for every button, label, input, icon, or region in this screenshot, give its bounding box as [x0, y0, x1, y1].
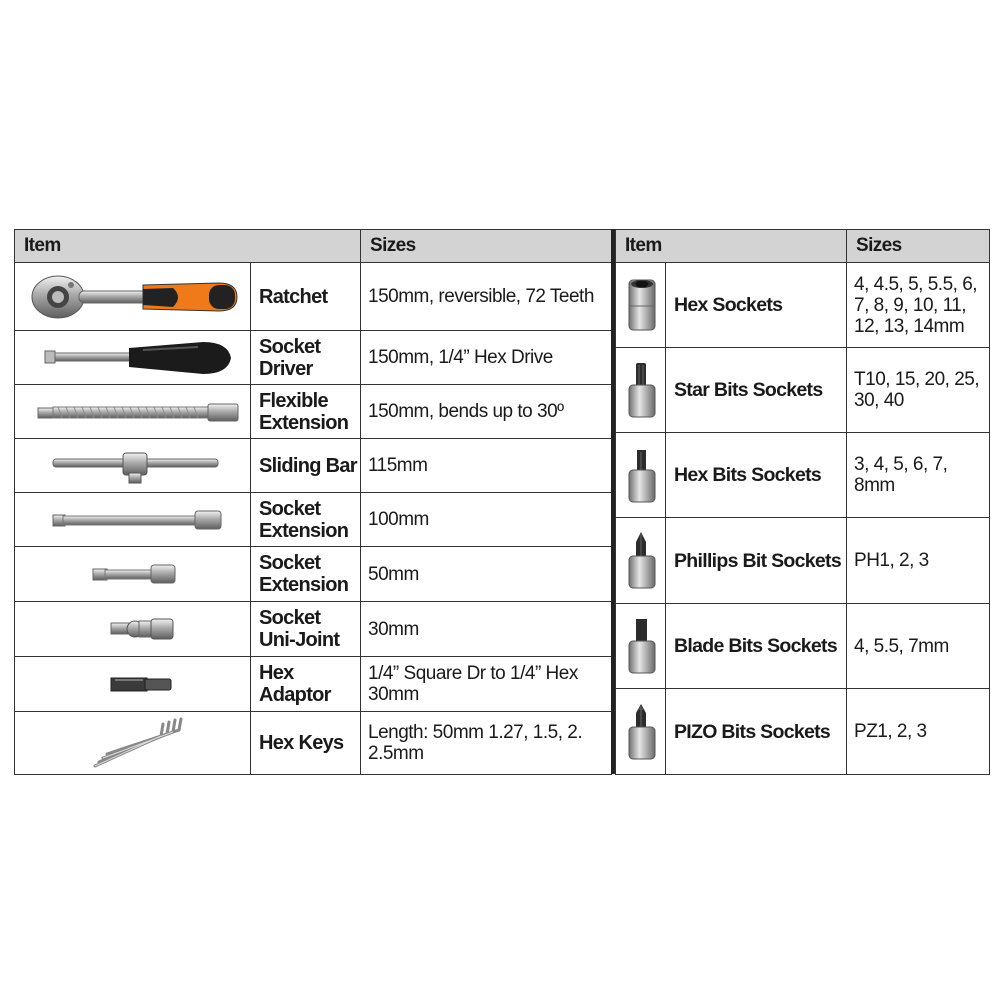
item-name: Hex Keys — [251, 712, 361, 775]
table-row — [616, 518, 990, 604]
table-row — [616, 263, 990, 348]
item-name: Hex Sockets — [666, 263, 847, 348]
item-name: Socket Driver — [251, 331, 361, 385]
pozi-bit-socket-icon — [616, 689, 666, 775]
table-row — [616, 689, 990, 775]
item-name: Hex Bits Sockets — [666, 433, 847, 518]
item-name: Ratchet — [251, 263, 361, 331]
item-sizes: 150mm, 1/4” Hex Drive — [361, 331, 612, 385]
item-sizes: 50mm — [361, 547, 612, 602]
right-item-header: Item — [616, 230, 847, 263]
table-row — [15, 547, 612, 602]
sliding-bar-icon — [15, 439, 251, 493]
item-name: Socket Extension — [251, 493, 361, 547]
item-name: Socket Extension — [251, 547, 361, 602]
right-header-row — [616, 230, 990, 263]
item-name: Blade Bits Sockets — [666, 604, 847, 689]
item-name: PIZO Bits Sockets — [666, 689, 847, 775]
uni-joint-icon — [15, 602, 251, 657]
item-sizes: T10, 15, 20, 25, 30, 40 — [847, 348, 990, 433]
left-header-row — [15, 230, 612, 263]
item-sizes: 4, 4.5, 5, 5.5, 6, 7, 8, 9, 10, 11, 12, 13, 14mm — [847, 263, 990, 348]
left-item-header: Item — [15, 230, 361, 263]
table-row — [15, 331, 612, 385]
item-sizes: PZ1, 2, 3 — [847, 689, 990, 775]
socket-driver-icon — [15, 331, 251, 385]
item-name: Flexible Extension — [251, 385, 361, 439]
item-sizes: 1/4” Square Dr to 1/4” Hex 30mm — [361, 657, 612, 712]
hex-socket-icon — [616, 263, 666, 348]
hex-bit-socket-icon — [616, 433, 666, 518]
item-sizes: 100mm — [361, 493, 612, 547]
table-row — [15, 493, 612, 547]
table-row — [15, 263, 612, 331]
item-sizes: 150mm, reversible, 72 Teeth — [361, 263, 612, 331]
right-sizes-header: Sizes — [847, 230, 990, 263]
left-sizes-header: Sizes — [361, 230, 612, 263]
left-spec-table — [14, 229, 612, 775]
table-row — [616, 433, 990, 518]
table-row — [15, 657, 612, 712]
socket-extension-icon — [15, 493, 251, 547]
item-sizes: 150mm, bends up to 30º — [361, 385, 612, 439]
item-name: Phillips Bit Sockets — [666, 518, 847, 604]
table-row — [616, 348, 990, 433]
item-sizes: 115mm — [361, 439, 612, 493]
right-spec-table — [615, 229, 990, 775]
flexible-extension-icon — [15, 385, 251, 439]
table-row — [15, 602, 612, 657]
item-sizes: PH1, 2, 3 — [847, 518, 990, 604]
item-sizes: 3, 4, 5, 6, 7, 8mm — [847, 433, 990, 518]
item-sizes: 30mm — [361, 602, 612, 657]
phillips-bit-socket-icon — [616, 518, 666, 604]
table-row — [15, 439, 612, 493]
item-sizes: Length: 50mm 1.27, 1.5, 2. 2.5mm — [361, 712, 612, 775]
item-name: Hex Adaptor — [251, 657, 361, 712]
table-row — [15, 385, 612, 439]
table-row — [15, 712, 612, 775]
item-name: Socket Uni-Joint — [251, 602, 361, 657]
item-name: Sliding Bar — [251, 439, 361, 493]
item-name: Star Bits Sockets — [666, 348, 847, 433]
hex-adaptor-icon — [15, 657, 251, 712]
star-bit-socket-icon — [616, 348, 666, 433]
item-sizes: 4, 5.5, 7mm — [847, 604, 990, 689]
ratchet-icon — [15, 263, 251, 331]
blade-bit-socket-icon — [616, 604, 666, 689]
hex-keys-icon — [15, 712, 251, 775]
short-extension-icon — [15, 547, 251, 602]
table-row — [616, 604, 990, 689]
